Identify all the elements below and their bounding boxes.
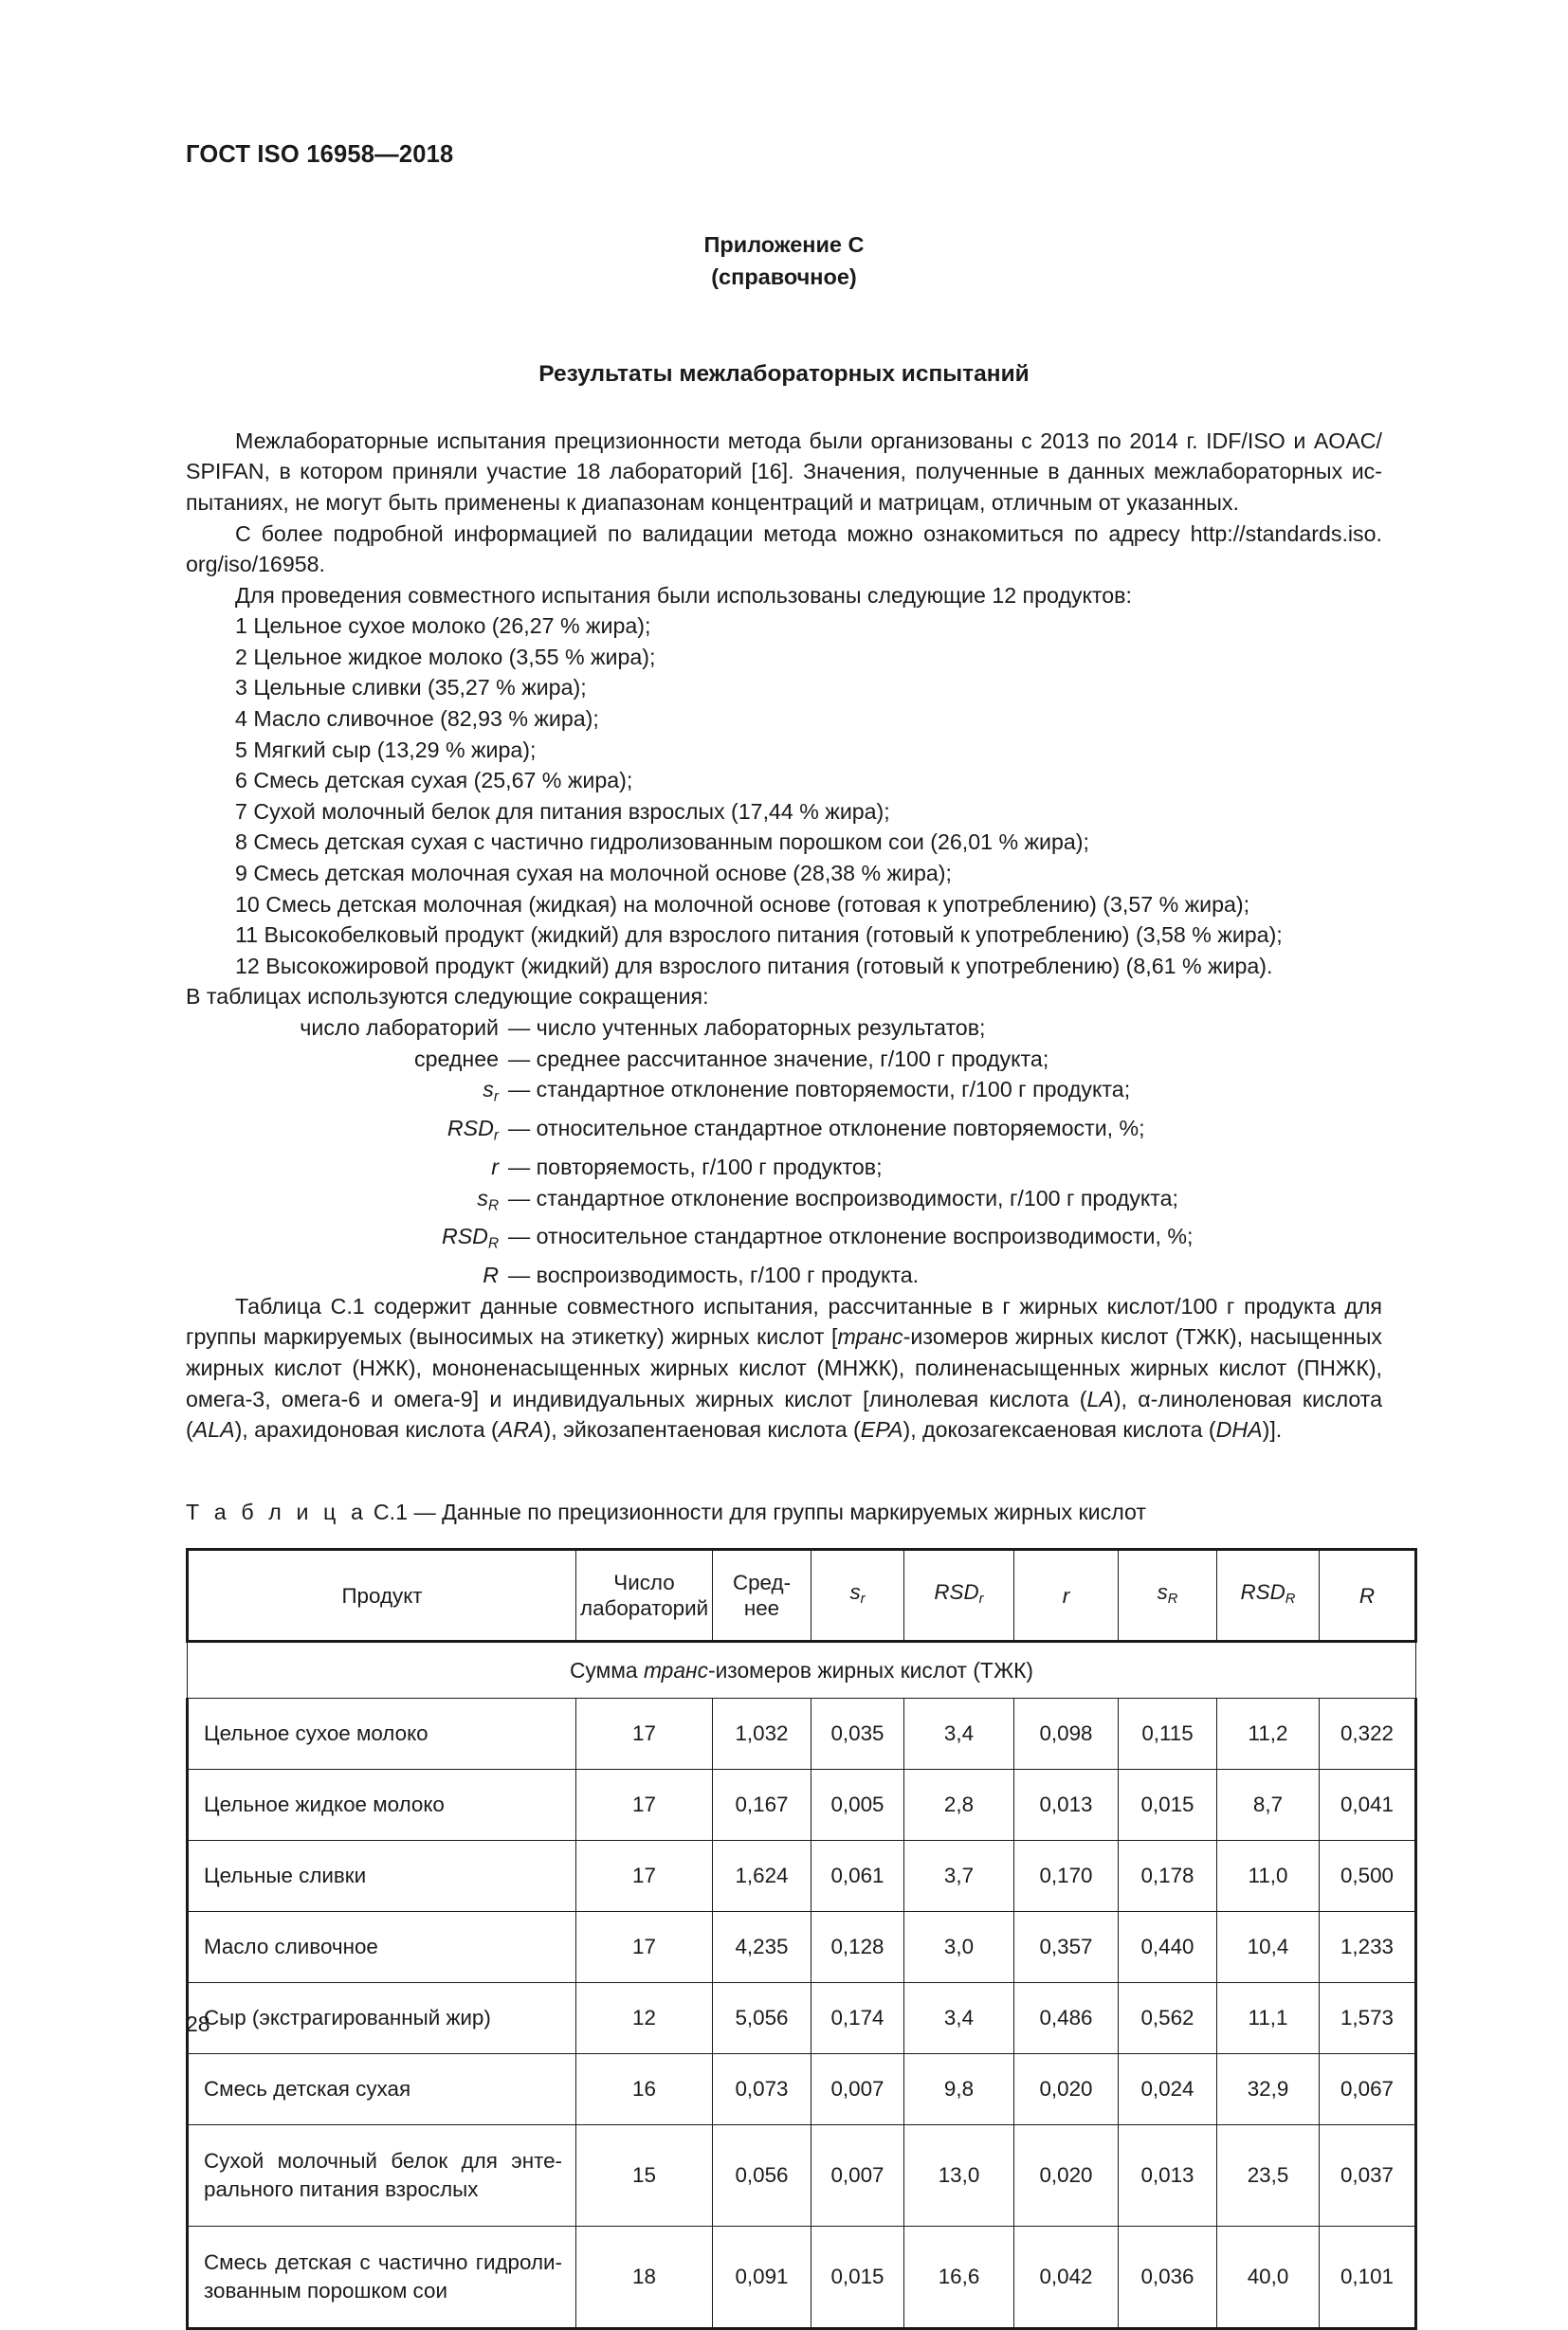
cell-mean: 1,624: [713, 1841, 811, 1912]
cell-r: 0,486: [1014, 1983, 1119, 2054]
cell-labs: 12: [576, 1983, 713, 2054]
group-header-tfa: [188, 1642, 1416, 1699]
table-row: [188, 2227, 1416, 2329]
list-item: 2 Цельное жидкое молоко (3,55 % жира);: [235, 644, 656, 669]
list-item: 7 Сухой молочный белок для питания взрослых (17,44 % жира);: [235, 798, 890, 824]
cell-R: 0,041: [1320, 1770, 1416, 1841]
cell-R: 0,322: [1320, 1699, 1416, 1770]
abbreviation-term: $RSD_R$: [441, 1224, 499, 1252]
cell-R: 1,573: [1320, 1983, 1416, 2054]
table-row: [188, 1841, 1416, 1912]
cell-mean: 5,056: [713, 1983, 811, 2054]
cell-mean: 0,073: [713, 2054, 811, 2125]
annex-heading-block: [186, 228, 1382, 293]
products-list: [186, 610, 1382, 981]
cell-sR: 0,013: [1119, 2125, 1217, 2227]
cell-sR: 0,036: [1119, 2227, 1217, 2329]
abbreviations-list: [186, 1012, 1382, 1291]
list-item: 4 Масло сливочное (82,93 % жира);: [235, 706, 599, 732]
cell-product: Сыр (экстрагированный жир): [188, 1983, 576, 2054]
list-item: 11 Высокобелковый продукт (жидкий) для взрослого питания (готовый к употреблению) (3,58 % жира);: [235, 922, 1283, 948]
mean-line-2: нее: [743, 1596, 780, 1621]
cell-sr: 0,061: [811, 1841, 904, 1912]
cell-R: 0,101: [1320, 2227, 1416, 2329]
table-row: [188, 1699, 1416, 1770]
paragraph-intro-2: С более подробной информацией по валидации метода можно ознакомиться по адресу http://standards.iso. org/iso/16958.: [186, 520, 1382, 577]
annex-title: Приложение С: [703, 231, 865, 257]
abbreviation-entry: [186, 1074, 1382, 1113]
cell-sr: 0,007: [811, 2125, 904, 2227]
cell-sr: 0,015: [811, 2227, 904, 2329]
cell-r: 0,098: [1014, 1699, 1119, 1770]
paragraph-table-intro: Таблица С.1 содержит данные совместного испытания, рассчитанные в г жирных кислот/100 г продукта для группы маркируемых (выносимых на этикетку) жирных кислот [транс-изомеров жирных кислот (ТЖК), насыщенных жирных кислот (НЖК), мононенасыщенных жирных кислот (МНЖК), полиненасыщенных жирных кислот (ПНЖК), омега-3, омега-6 и омега-9] и индивидуальных жирных кислот [линолевая кислота (LA), α-линоленовая кислота (ALA), арахидоновая кислота (ARA), эйкозапентаеновая кислота (EPA), докозагексаеновая кислота (DHA)].: [186, 1293, 1383, 1443]
cell-labs: 17: [576, 1770, 713, 1841]
cell-product: Смесь детская с частично гидролизованным порошком сои: [188, 2227, 576, 2329]
cell-sr: 0,128: [811, 1912, 904, 1983]
cell-rsdR: 11,0: [1217, 1841, 1320, 1912]
sr-symbol: s: [849, 1579, 861, 1604]
column-header-rsdR: [1217, 1550, 1320, 1642]
cell-mean: 0,167: [713, 1770, 811, 1841]
column-header-sr: [811, 1550, 904, 1642]
r-symbol: r: [1062, 1583, 1070, 1608]
mean-line-1: Сред-: [732, 1571, 792, 1595]
table-row: [188, 1912, 1416, 1983]
cell-sR: 0,024: [1119, 2054, 1217, 2125]
cell-sR: 0,440: [1119, 1912, 1217, 1983]
table-caption-number: С.1: [373, 1499, 408, 1524]
list-item: 1 Цельное сухое молоко (26,27 % жира);: [235, 613, 651, 639]
cell-rsdR: 11,1: [1217, 1983, 1320, 2054]
list-item: 6 Смесь детская сухая (25,67 % жира);: [235, 768, 633, 793]
running-head: ГОСТ ISO 16958—2018: [186, 141, 454, 168]
abbreviation-term: r: [491, 1154, 499, 1179]
column-header-r: [1014, 1550, 1119, 1642]
cell-rsdr: 3,0: [904, 1912, 1014, 1983]
cell-R: 0,067: [1320, 2054, 1416, 2125]
abbreviation-entry: [186, 1012, 1382, 1044]
sR-symbol: s: [1157, 1579, 1168, 1604]
page-content: [186, 0, 1395, 2330]
list-item: 10 Смесь детская молочная (жидкая) на молочной основе (готовая к употреблению) (3,57 % жира);: [235, 891, 1250, 917]
cell-rsdr: 3,4: [904, 1983, 1014, 2054]
rsdr-subscript: r: [978, 1592, 984, 1607]
abbreviation-definition: — относительное стандартное отклонение повторяемости, %;: [508, 1116, 1145, 1141]
abbreviation-term: число лабораторий: [300, 1015, 499, 1040]
abbreviation-definition: — относительное стандартное отклонение воспроизводимости, %;: [508, 1224, 1194, 1249]
table-caption-label: Т а б л и ц а: [186, 1499, 368, 1524]
group-header-pre: Сумма: [569, 1657, 644, 1683]
abbreviation-definition: — стандартное отклонение воспроизводимости, г/100 г продукта;: [508, 1185, 1178, 1211]
paragraph-intro-1: Межлабораторные испытания прецизионности метода были организованы с 2013 по 2014 г. IDF/ISO и AOAC/ SPIFAN, в котором приняли участие 18 лабораторий [16]. Значения, полученные в данных межлабораторных испытаниях, не могут быть применены к диапазонам концентраций и матрицам, отличным от указанных.: [186, 428, 1382, 515]
cell-rsdr: 13,0: [904, 2125, 1014, 2227]
cell-r: 0,020: [1014, 2054, 1119, 2125]
rsdR-symbol: RSD: [1240, 1579, 1285, 1604]
cell-sr: 0,174: [811, 1983, 904, 2054]
abbreviation-term: R: [483, 1263, 499, 1288]
cell-rsdR: 32,9: [1217, 2054, 1320, 2125]
cell-mean: 0,091: [713, 2227, 811, 2329]
column-header-product: Продукт: [188, 1550, 576, 1642]
abbreviation-definition: — воспроизводимость, г/100 г продукта.: [508, 1263, 920, 1288]
group-header-post: -изомеров жирных кислот (ТЖК): [707, 1657, 1034, 1683]
cell-product: Масло сливочное: [188, 1912, 576, 1983]
labs-line-2: лабораторий: [580, 1596, 709, 1621]
cell-labs: 16: [576, 2054, 713, 2125]
cell-rsdr: 3,7: [904, 1841, 1014, 1912]
abbreviation-term: $RSD_r$: [447, 1116, 499, 1144]
abbreviation-definition: — повторяемость, г/100 г продуктов;: [508, 1154, 883, 1179]
cell-sR: 0,178: [1119, 1841, 1217, 1912]
abbreviation-entry: [186, 1183, 1382, 1222]
abbreviation-term: $s_r$: [483, 1077, 499, 1105]
rsdr-symbol: RSD: [934, 1579, 979, 1604]
sR-subscript: R: [1167, 1592, 1178, 1607]
cell-product: Цельные сливки: [188, 1841, 576, 1912]
abbreviation-entry: [186, 1113, 1382, 1152]
cell-R: 0,500: [1320, 1841, 1416, 1912]
cell-R: 1,233: [1320, 1912, 1416, 1983]
cell-product: Смесь детская сухая: [188, 2054, 576, 2125]
cell-sr: 0,035: [811, 1699, 904, 1770]
abbreviation-entry: [186, 1221, 1382, 1260]
table-row: [188, 1983, 1416, 2054]
cell-r: 0,357: [1014, 1912, 1119, 1983]
column-header-labs: [576, 1550, 713, 1642]
cell-rsdR: 40,0: [1217, 2227, 1320, 2329]
cell-mean: 0,056: [713, 2125, 811, 2227]
abbreviation-definition: — число учтенных лабораторных результатов;: [508, 1015, 986, 1040]
list-item: 12 Высокожировой продукт (жидкий) для взрослого питания (готовый к употреблению) (8,61 % жира).: [235, 953, 1273, 978]
list-item: 9 Смесь детская молочная сухая на молочной основе (28,38 % жира);: [235, 861, 952, 886]
abbreviation-entry: [186, 1152, 1382, 1183]
precision-table: [186, 1548, 1417, 2330]
abbreviation-term: $s_R$: [477, 1185, 499, 1213]
R-symbol: R: [1358, 1583, 1376, 1608]
cell-rsdr: 2,8: [904, 1770, 1014, 1841]
abbreviation-term: среднее: [413, 1046, 499, 1071]
column-header-mean: [713, 1550, 811, 1642]
table-caption-text: — Данные по прецизионности для группы маркируемых жирных кислот: [413, 1499, 1147, 1524]
list-item: 8 Смесь детская сухая с частично гидролизованным порошком сои (26,01 % жира);: [235, 829, 1089, 855]
cell-sR: 0,562: [1119, 1983, 1217, 2054]
table-row: [188, 1770, 1416, 1841]
cell-labs: 18: [576, 2227, 713, 2329]
cell-rsdR: 11,2: [1217, 1699, 1320, 1770]
cell-sr: 0,007: [811, 2054, 904, 2125]
cell-labs: 17: [576, 1699, 713, 1770]
table-caption: [186, 1497, 1382, 1528]
cell-sR: 0,015: [1119, 1770, 1217, 1841]
section-title: Результаты межлабораторных испытаний: [538, 360, 1030, 387]
cell-product: Цельное сухое молоко: [188, 1699, 576, 1770]
cell-r: 0,170: [1014, 1841, 1119, 1912]
cell-sR: 0,115: [1119, 1699, 1217, 1770]
cell-labs: 15: [576, 2125, 713, 2227]
table-group-header-row: [188, 1642, 1416, 1699]
cell-mean: 4,235: [713, 1912, 811, 1983]
cell-r: 0,042: [1014, 2227, 1119, 2329]
column-header-sR: [1119, 1550, 1217, 1642]
cell-rsdr: 3,4: [904, 1699, 1014, 1770]
table-header-row: [188, 1550, 1416, 1642]
cell-rsdr: 9,8: [904, 2054, 1014, 2125]
abbreviation-entry: [186, 1260, 1382, 1291]
group-header-italic: транс: [643, 1657, 708, 1683]
labs-line-1: Число: [613, 1571, 675, 1595]
cell-rsdR: 23,5: [1217, 2125, 1320, 2227]
table-row: [188, 2054, 1416, 2125]
column-header-R: [1320, 1550, 1416, 1642]
list-item: 5 Мягкий сыр (13,29 % жира);: [235, 737, 537, 762]
cell-R: 0,037: [1320, 2125, 1416, 2227]
sr-subscript: r: [860, 1592, 866, 1607]
cell-labs: 17: [576, 1841, 713, 1912]
page-number: 28: [186, 2011, 210, 2036]
abbreviation-entry: [186, 1044, 1382, 1075]
cell-rsdR: 10,4: [1217, 1912, 1320, 1983]
cell-sr: 0,005: [811, 1770, 904, 1841]
annex-subtitle: (справочное): [711, 264, 857, 289]
cell-rsdR: 8,7: [1217, 1770, 1320, 1841]
cell-product: Цельное жидкое молоко: [188, 1770, 576, 1841]
table-row: [188, 2125, 1416, 2227]
cell-labs: 17: [576, 1912, 713, 1983]
cell-product: Сухой молочный белок для энтерального питания взрослых: [188, 2125, 576, 2227]
abbreviation-definition: — среднее рассчитанное значение, г/100 г продукта;: [508, 1046, 1049, 1071]
abbreviations-lead: В таблицах используются следующие сокращения:: [186, 984, 709, 1010]
cell-r: 0,013: [1014, 1770, 1119, 1841]
list-item: 3 Цельные сливки (35,27 % жира);: [235, 675, 587, 701]
rsdR-subscript: R: [1285, 1592, 1296, 1607]
cell-r: 0,020: [1014, 2125, 1119, 2227]
column-header-rsdr: [904, 1550, 1014, 1642]
abbreviation-definition: — стандартное отклонение повторяемости, г/100 г продукта;: [508, 1077, 1131, 1102]
paragraph-intro-3: Для проведения совместного испытания были использованы следующие 12 продуктов:: [235, 582, 1132, 608]
cell-mean: 1,032: [713, 1699, 811, 1770]
cell-rsdr: 16,6: [904, 2227, 1014, 2329]
